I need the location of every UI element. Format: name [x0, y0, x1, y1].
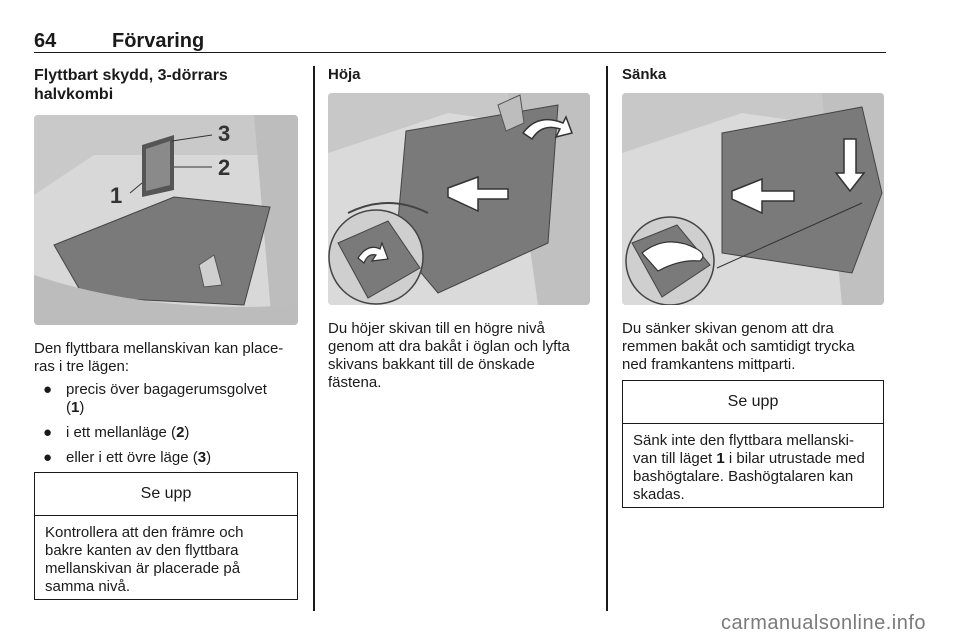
- section-heading-line: Flyttbart skydd, 3-dörrars: [34, 67, 228, 84]
- caution-line: samma nivå.: [45, 578, 131, 595]
- caution-line: skadas.: [633, 486, 685, 503]
- sub-heading-lower: Sänka: [622, 66, 667, 83]
- lower-section: [622, 66, 884, 84]
- intro-paragraph: [34, 340, 298, 376]
- list-item: [34, 449, 298, 467]
- list-item-text: ): [206, 449, 212, 466]
- raise-paragraph: [328, 320, 590, 392]
- intro-line: Den flyttbara mellanskivan kan place‐: [34, 340, 284, 357]
- caution-text: [35, 516, 297, 604]
- illustration-cargo-cover-positions: [34, 115, 298, 325]
- bullet-icon: ●: [43, 381, 53, 398]
- watermark: carmanualsonline.info: [720, 612, 926, 634]
- section-heading-line: halvkombi: [34, 86, 114, 103]
- column-divider-2: [606, 66, 608, 611]
- position-list: [34, 381, 298, 474]
- caution-text: [623, 424, 883, 512]
- list-item-text: (: [66, 399, 71, 416]
- lower-line: ned framkantens mittparti.: [622, 356, 796, 373]
- page-number: 64: [34, 30, 57, 52]
- raise-line: Du höjer skivan till en högre nivå: [328, 320, 545, 337]
- list-item-text: ): [79, 399, 85, 416]
- caution-title: Se upp: [623, 381, 883, 424]
- page-header: [34, 30, 886, 53]
- list-item: [34, 424, 298, 442]
- caution-line: bakre kanten av den flyttbara: [45, 542, 239, 559]
- section-heading: [34, 66, 298, 104]
- caution-line: i bilar utrustade med: [724, 450, 865, 467]
- caution-line: mellanskivan är placerade på: [45, 560, 241, 577]
- caution-line: Sänk inte den flyttbara mellanski‐: [633, 432, 854, 449]
- intro-line: ras i tre lägen:: [34, 358, 130, 375]
- page-title: Förvaring: [112, 30, 205, 52]
- bullet-icon: ●: [43, 424, 53, 441]
- position-number: 2: [176, 424, 185, 441]
- caution-line: van till läget: [633, 450, 717, 467]
- caution-line: bashögtalare. Bashögtalaren kan: [633, 468, 854, 485]
- lower-line: remmen bakåt och samtidigt trycka: [622, 338, 855, 355]
- column-divider-1: [313, 66, 315, 611]
- caution-box: [34, 472, 298, 600]
- position-number: 1: [716, 450, 725, 467]
- caution-title: Se upp: [35, 473, 297, 516]
- caution-line: Kontrollera att den främre och: [45, 524, 244, 541]
- callout-2: 2: [218, 155, 231, 180]
- caution-box-lower: [622, 380, 884, 508]
- list-item-text: eller i ett övre läge (: [66, 449, 198, 466]
- bullet-icon: ●: [43, 449, 53, 466]
- raise-line: skivans bakkant till de önskade: [328, 356, 535, 373]
- position-number: 3: [197, 449, 207, 466]
- illustration-lower-cover: [622, 93, 884, 305]
- list-item-text: i ett mellanläge (: [66, 424, 177, 441]
- callout-3: 3: [218, 121, 231, 146]
- raise-section: [328, 66, 590, 84]
- list-item-text: ): [184, 424, 190, 441]
- list-item-text: precis över bagagerumsgolvet: [66, 381, 267, 398]
- position-number: 1: [71, 399, 80, 416]
- illustration-raise-cover: [328, 93, 590, 305]
- raise-line: fästena.: [328, 374, 382, 391]
- callout-1: 1: [110, 183, 123, 208]
- lower-line: Du sänker skivan genom att dra: [622, 320, 834, 337]
- lower-paragraph: [622, 320, 884, 374]
- raise-line: genom att dra bakåt i öglan och lyfta: [328, 338, 570, 355]
- sub-heading-raise: Höja: [328, 66, 361, 83]
- list-item: [34, 381, 298, 417]
